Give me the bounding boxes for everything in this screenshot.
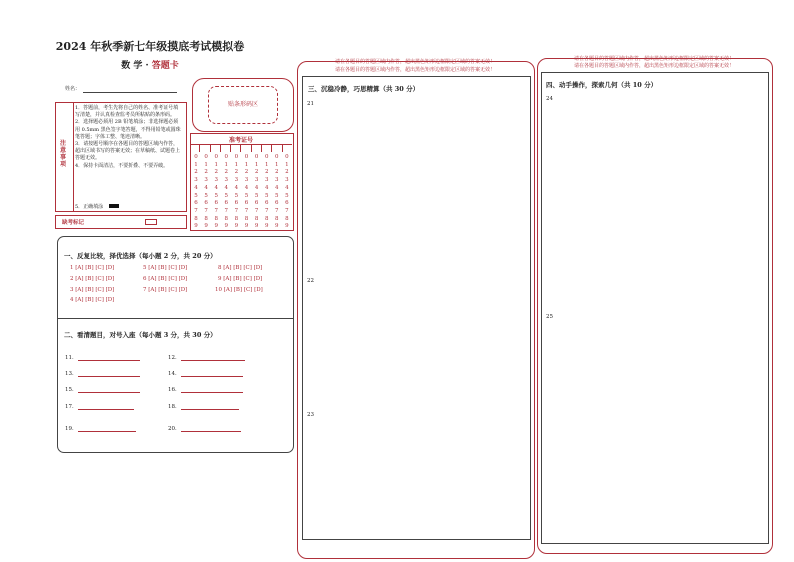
exam-id-digit-option[interactable]: 7 (234, 207, 239, 214)
section2-title: 二、看清题目，对号入座（每小题 3 分，共 30 分） (64, 331, 217, 339)
exam-id-digit-option[interactable]: 5 (234, 192, 239, 199)
blank-q11-label: 11． (65, 355, 78, 361)
exam-id-digit-option[interactable]: 3 (254, 177, 259, 184)
exam-id-digit-option[interactable]: 3 (264, 177, 269, 184)
exam-id-write-row (190, 144, 292, 152)
exam-id-digit-option[interactable]: 6 (214, 200, 218, 207)
exam-id-digit-option[interactable]: 0 (224, 154, 229, 160)
exam-id-digit-option[interactable]: 3 (275, 177, 279, 184)
exam-id-digit-option[interactable]: 4 (285, 184, 289, 191)
exam-id-digit-option[interactable]: 3 (234, 177, 239, 184)
choice-q8[interactable]: 8 [A] [B] [C] [D] (218, 265, 263, 271)
exam-id-digit-option[interactable]: 6 (264, 200, 269, 207)
question-22-number: 22 (307, 278, 314, 284)
exam-id-digit-option[interactable]: 8 (244, 215, 249, 222)
exam-id-digit-option[interactable]: 5 (204, 192, 208, 199)
choice-q10[interactable]: 10 [A] [B] [C] [D] (215, 287, 263, 293)
choice-q6[interactable]: 6 [A] [B] [C] [D] (143, 276, 188, 282)
exam-id-digit-option[interactable]: 5 (244, 192, 249, 199)
exam-id-digit-option[interactable]: 9 (254, 223, 259, 230)
exam-id-digit-option[interactable]: 8 (204, 215, 208, 222)
exam-id-digit-option[interactable]: 0 (244, 154, 249, 160)
blank-q11-line[interactable] (78, 354, 140, 361)
note-2: 2．选择题必须用 2B 铅笔填涂；非选择题必须用 0.5mm 黑色签字笔答题，不得用铅笔或圆珠笔答题；字体工整、笔迹清晰。 (75, 119, 181, 140)
exam-id-column-1[interactable] (191, 154, 201, 231)
choice-q5[interactable]: 5 [A] [B] [C] [D] (143, 265, 188, 271)
exam-id-digit-option[interactable]: 0 (194, 154, 198, 160)
exam-id-digit-option[interactable]: 6 (194, 200, 198, 207)
exam-id-label: 准考证号 (228, 137, 253, 144)
exam-id-digit-option[interactable]: 2 (214, 169, 218, 176)
exam-id-digit-option[interactable]: 7 (224, 207, 229, 214)
blank-q15-label: 15． (65, 387, 78, 393)
choice-q2[interactable]: 2 [A] [B] [C] [D] (70, 276, 115, 282)
absent-checkbox[interactable] (145, 219, 157, 225)
exam-id-digit-option[interactable]: 1 (244, 161, 249, 168)
exam-id-digit-option[interactable]: 2 (285, 169, 289, 176)
exam-id-digit-option[interactable]: 3 (194, 177, 198, 184)
exam-id-digit-option[interactable]: 4 (194, 184, 198, 191)
exam-id-digit-option[interactable]: 8 (285, 215, 289, 222)
exam-id-digit-option[interactable]: 9 (224, 223, 229, 230)
exam-id-digit-option[interactable]: 1 (275, 161, 279, 168)
notes-list (75, 105, 183, 170)
exam-id-digit-option[interactable]: 1 (254, 161, 259, 168)
exam-title: 2024 年秋季新七年级摸底考试模拟卷 (55, 40, 245, 53)
exam-id-digit-option[interactable]: 5 (254, 192, 259, 199)
exam-id-digit-option[interactable]: 9 (275, 223, 279, 230)
blank-q19-label: 19． (65, 426, 78, 432)
exam-id-digit-option[interactable]: 5 (285, 192, 289, 199)
exam-id-digit-option[interactable]: 6 (275, 200, 279, 207)
name-field[interactable] (83, 92, 177, 93)
exam-id-digit-option[interactable]: 4 (224, 184, 229, 191)
exam-id-digit-option[interactable]: 7 (244, 207, 249, 214)
exam-id-digit-option[interactable]: 3 (224, 177, 229, 184)
exam-id-digit-option[interactable]: 8 (254, 215, 259, 222)
note-1: 1．答题前，考生先将自己的姓名、准考证号填写清楚，并认真检查监考员所粘贴的条形码。 (75, 105, 179, 119)
exam-id-digit-option[interactable]: 5 (275, 192, 279, 199)
exam-id-column-7[interactable] (252, 154, 262, 231)
exam-id-digit-option[interactable]: 7 (264, 207, 269, 214)
blank-q19-line[interactable] (78, 425, 136, 432)
exam-id-digit-option[interactable]: 9 (264, 223, 269, 230)
answer-card-label: 答题卡 (151, 61, 179, 71)
blank-q14-line[interactable] (181, 370, 243, 377)
exam-id-digit-option[interactable]: 6 (254, 200, 259, 207)
exam-id-digit-option[interactable]: 5 (224, 192, 229, 199)
exam-id-digit-option[interactable]: 2 (254, 169, 259, 176)
exam-id-digit-option[interactable]: 9 (244, 223, 249, 230)
exam-id-digit-option[interactable]: 6 (204, 200, 208, 207)
exam-id-digit-option[interactable]: 9 (285, 223, 289, 230)
section3-title: 三、沉稳冷静，巧思精算（共 30 分） (308, 85, 420, 93)
question-21-number: 21 (307, 101, 314, 107)
choice-q3[interactable]: 3 [A] [B] [C] [D] (70, 287, 115, 293)
exam-id-digit-option[interactable]: 3 (204, 177, 208, 184)
exam-id-digit-option[interactable]: 2 (224, 169, 229, 176)
exam-id-column-6[interactable] (242, 154, 252, 231)
exam-id-digit-option[interactable]: 2 (264, 169, 269, 176)
blank-q12-line[interactable] (181, 354, 245, 361)
exam-id-digit-option[interactable]: 4 (214, 184, 218, 191)
exam-id-column-5[interactable] (231, 154, 241, 231)
notes-title: 注意事项 (60, 140, 67, 168)
blank-q17[interactable] (65, 402, 134, 410)
blank-q16-label: 16． (168, 387, 181, 393)
blank-q17-label: 17． (65, 404, 78, 410)
name-label: 姓名： (65, 86, 81, 92)
exam-id-digit-option[interactable]: 2 (244, 169, 249, 176)
exam-id-digit-option[interactable]: 6 (244, 200, 249, 207)
exam-id-digit-option[interactable]: 3 (214, 177, 218, 184)
exam-id-digit-option[interactable]: 8 (194, 215, 198, 222)
middle-warning-second: 请在各题目的答题区域内作答，超出黑色矩形边框限定区域的答案无效！ (334, 67, 495, 73)
note-3: 3．请按题号顺序在各题目的答题区域内作答，超出区域书写的答案无效；在草稿纸、试题卷上答题无效。 (75, 141, 181, 162)
exam-id-digit-option[interactable]: 9 (234, 223, 239, 230)
exam-id-digit-option[interactable]: 7 (204, 207, 208, 214)
exam-id-digit-option[interactable]: 0 (234, 154, 239, 160)
blank-q20[interactable] (168, 424, 241, 432)
exam-id-digit-option[interactable]: 4 (234, 184, 239, 191)
exam-id-digit-option[interactable]: 7 (254, 207, 259, 214)
absent-label: 缺考标记 (62, 220, 85, 226)
exam-id-digit-option[interactable]: 0 (285, 154, 289, 160)
blank-q20-label: 20． (168, 426, 181, 432)
exam-id-digit-option[interactable]: 7 (194, 207, 198, 214)
blank-q18-line[interactable] (181, 403, 239, 410)
exam-id-digit-option[interactable]: 0 (264, 154, 269, 160)
blank-q12[interactable] (168, 353, 245, 361)
exam-id-digit-option[interactable]: 1 (204, 161, 208, 168)
choice-q7[interactable]: 7 [A] [B] [C] [D] (143, 287, 188, 293)
blank-q13-label: 13． (65, 371, 78, 377)
exam-id-column-3[interactable] (211, 154, 221, 231)
exam-id-digit-option[interactable]: 7 (214, 207, 218, 214)
blank-q18[interactable] (168, 402, 239, 410)
blank-q18-label: 18． (168, 404, 181, 410)
blank-q11[interactable] (65, 353, 140, 361)
exam-id-digit-option[interactable]: 9 (194, 223, 198, 230)
exam-id-column-10[interactable] (282, 154, 292, 231)
blank-q16-line[interactable] (181, 386, 243, 393)
exam-id-digit-option[interactable]: 1 (264, 161, 269, 168)
barcode-area (208, 86, 278, 124)
blank-q16[interactable] (168, 385, 243, 393)
correct-fill-row (75, 203, 119, 210)
exam-id-digit-option[interactable]: 0 (214, 154, 218, 160)
exam-id-digit-option[interactable]: 7 (285, 207, 289, 214)
exam-id-column-9[interactable] (272, 154, 282, 231)
exam-id-digit-option[interactable]: 4 (244, 184, 249, 191)
right-warning-top: 请在各题目的答题区域内作答，超出黑色矩形边框限定区域的答案无效！ (573, 56, 734, 62)
exam-id-digit-option[interactable]: 0 (254, 154, 259, 160)
exam-id-digit-option[interactable]: 2 (194, 169, 198, 176)
exam-id-digit-option[interactable]: 2 (234, 169, 239, 176)
subject-label: 数 学 · (121, 61, 152, 71)
exam-id-digit-option[interactable]: 1 (214, 161, 218, 168)
blank-q12-label: 12． (168, 355, 181, 361)
blank-q20-line[interactable] (181, 425, 241, 432)
section1-title: 一、反复比较，择优选择（每小题 2 分，共 20 分） (64, 252, 217, 260)
exam-id-digit-option[interactable]: 5 (214, 192, 218, 199)
question-25-number: 25 (546, 314, 553, 320)
exam-id-digit-option[interactable]: 1 (224, 161, 229, 168)
exam-id-column-4[interactable] (221, 154, 231, 231)
blank-q14[interactable] (168, 369, 243, 377)
exam-id-column-2[interactable] (201, 154, 211, 231)
exam-id-digit-option[interactable]: 3 (244, 177, 249, 184)
note-5: 5．正确填涂 (75, 204, 104, 210)
answer-box-section3[interactable] (302, 76, 531, 540)
question-23-number: 23 (307, 412, 314, 418)
exam-id-digit-option[interactable]: 8 (234, 215, 239, 222)
exam-id-digit-option[interactable]: 4 (204, 184, 208, 191)
exam-id-digit-option[interactable]: 6 (224, 200, 229, 207)
exam-id-digit-option[interactable]: 3 (285, 177, 289, 184)
section4-title: 四、动手操作，探索几何（共 10 分） (546, 81, 658, 89)
blank-q15[interactable] (65, 385, 140, 393)
exam-id-digit-option[interactable]: 4 (264, 184, 269, 191)
exam-id-digit-option[interactable]: 1 (194, 161, 198, 168)
blank-q19[interactable] (65, 424, 136, 432)
exam-id-digit-option[interactable]: 9 (204, 223, 208, 230)
exam-id-digit-option[interactable]: 6 (285, 200, 289, 207)
exam-id-digit-option[interactable]: 8 (264, 215, 269, 222)
choice-q9[interactable]: 9 [A] [B] [C] [D] (218, 276, 263, 282)
question-24-number: 24 (546, 96, 553, 102)
barcode-label: 贴条形码区 (227, 101, 258, 108)
exam-id-digit-option[interactable]: 8 (275, 215, 279, 222)
right-warning-second: 请在各题目的答题区域内作答，超出黑色矩形边框限定区域的答案无效！ (573, 63, 734, 69)
exam-id-digit-option[interactable]: 4 (254, 184, 259, 191)
exam-id-digit-option[interactable]: 4 (275, 184, 279, 191)
exam-id-digit-option[interactable]: 8 (224, 215, 229, 222)
exam-id-digit-option[interactable]: 5 (194, 192, 198, 199)
exam-subtitle (0, 58, 300, 71)
exam-id-digit-option[interactable]: 9 (214, 223, 218, 230)
exam-id-digit-option[interactable]: 7 (275, 207, 279, 214)
blank-q13[interactable] (65, 369, 140, 377)
middle-warning-top: 请在各题目的答题区域内作答，超出黑色矩形边框限定区域的答案无效！ (334, 59, 495, 65)
exam-id-digit-option[interactable]: 2 (204, 169, 208, 176)
choice-q1[interactable]: 1 [A] [B] [C] [D] (70, 265, 115, 271)
exam-id-digit-option[interactable]: 2 (275, 169, 279, 176)
blank-q14-label: 14． (168, 371, 181, 377)
answer-box-section4[interactable] (541, 72, 769, 544)
section-divider (57, 318, 294, 319)
choice-q4[interactable]: 4 [A] [B] [C] [D] (70, 297, 115, 303)
exam-id-digit-option[interactable]: 1 (234, 161, 239, 168)
exam-id-digit-option[interactable]: 0 (204, 154, 208, 160)
exam-id-digit-option[interactable]: 1 (285, 161, 289, 168)
filled-mark-sample (109, 204, 119, 208)
blank-q17-line[interactable] (78, 403, 134, 410)
exam-id-digit-option[interactable]: 6 (234, 200, 239, 207)
note-4: 4．保持卡面清洁，不要折叠、不要弄破。 (75, 162, 169, 169)
blank-q13-line[interactable] (78, 370, 140, 377)
blank-q15-line[interactable] (78, 386, 140, 393)
exam-id-digit-option[interactable]: 5 (264, 192, 269, 199)
exam-id-digit-option[interactable]: 8 (214, 215, 218, 222)
exam-id-digit-option[interactable]: 0 (275, 154, 279, 160)
exam-id-column-8[interactable] (262, 154, 272, 231)
